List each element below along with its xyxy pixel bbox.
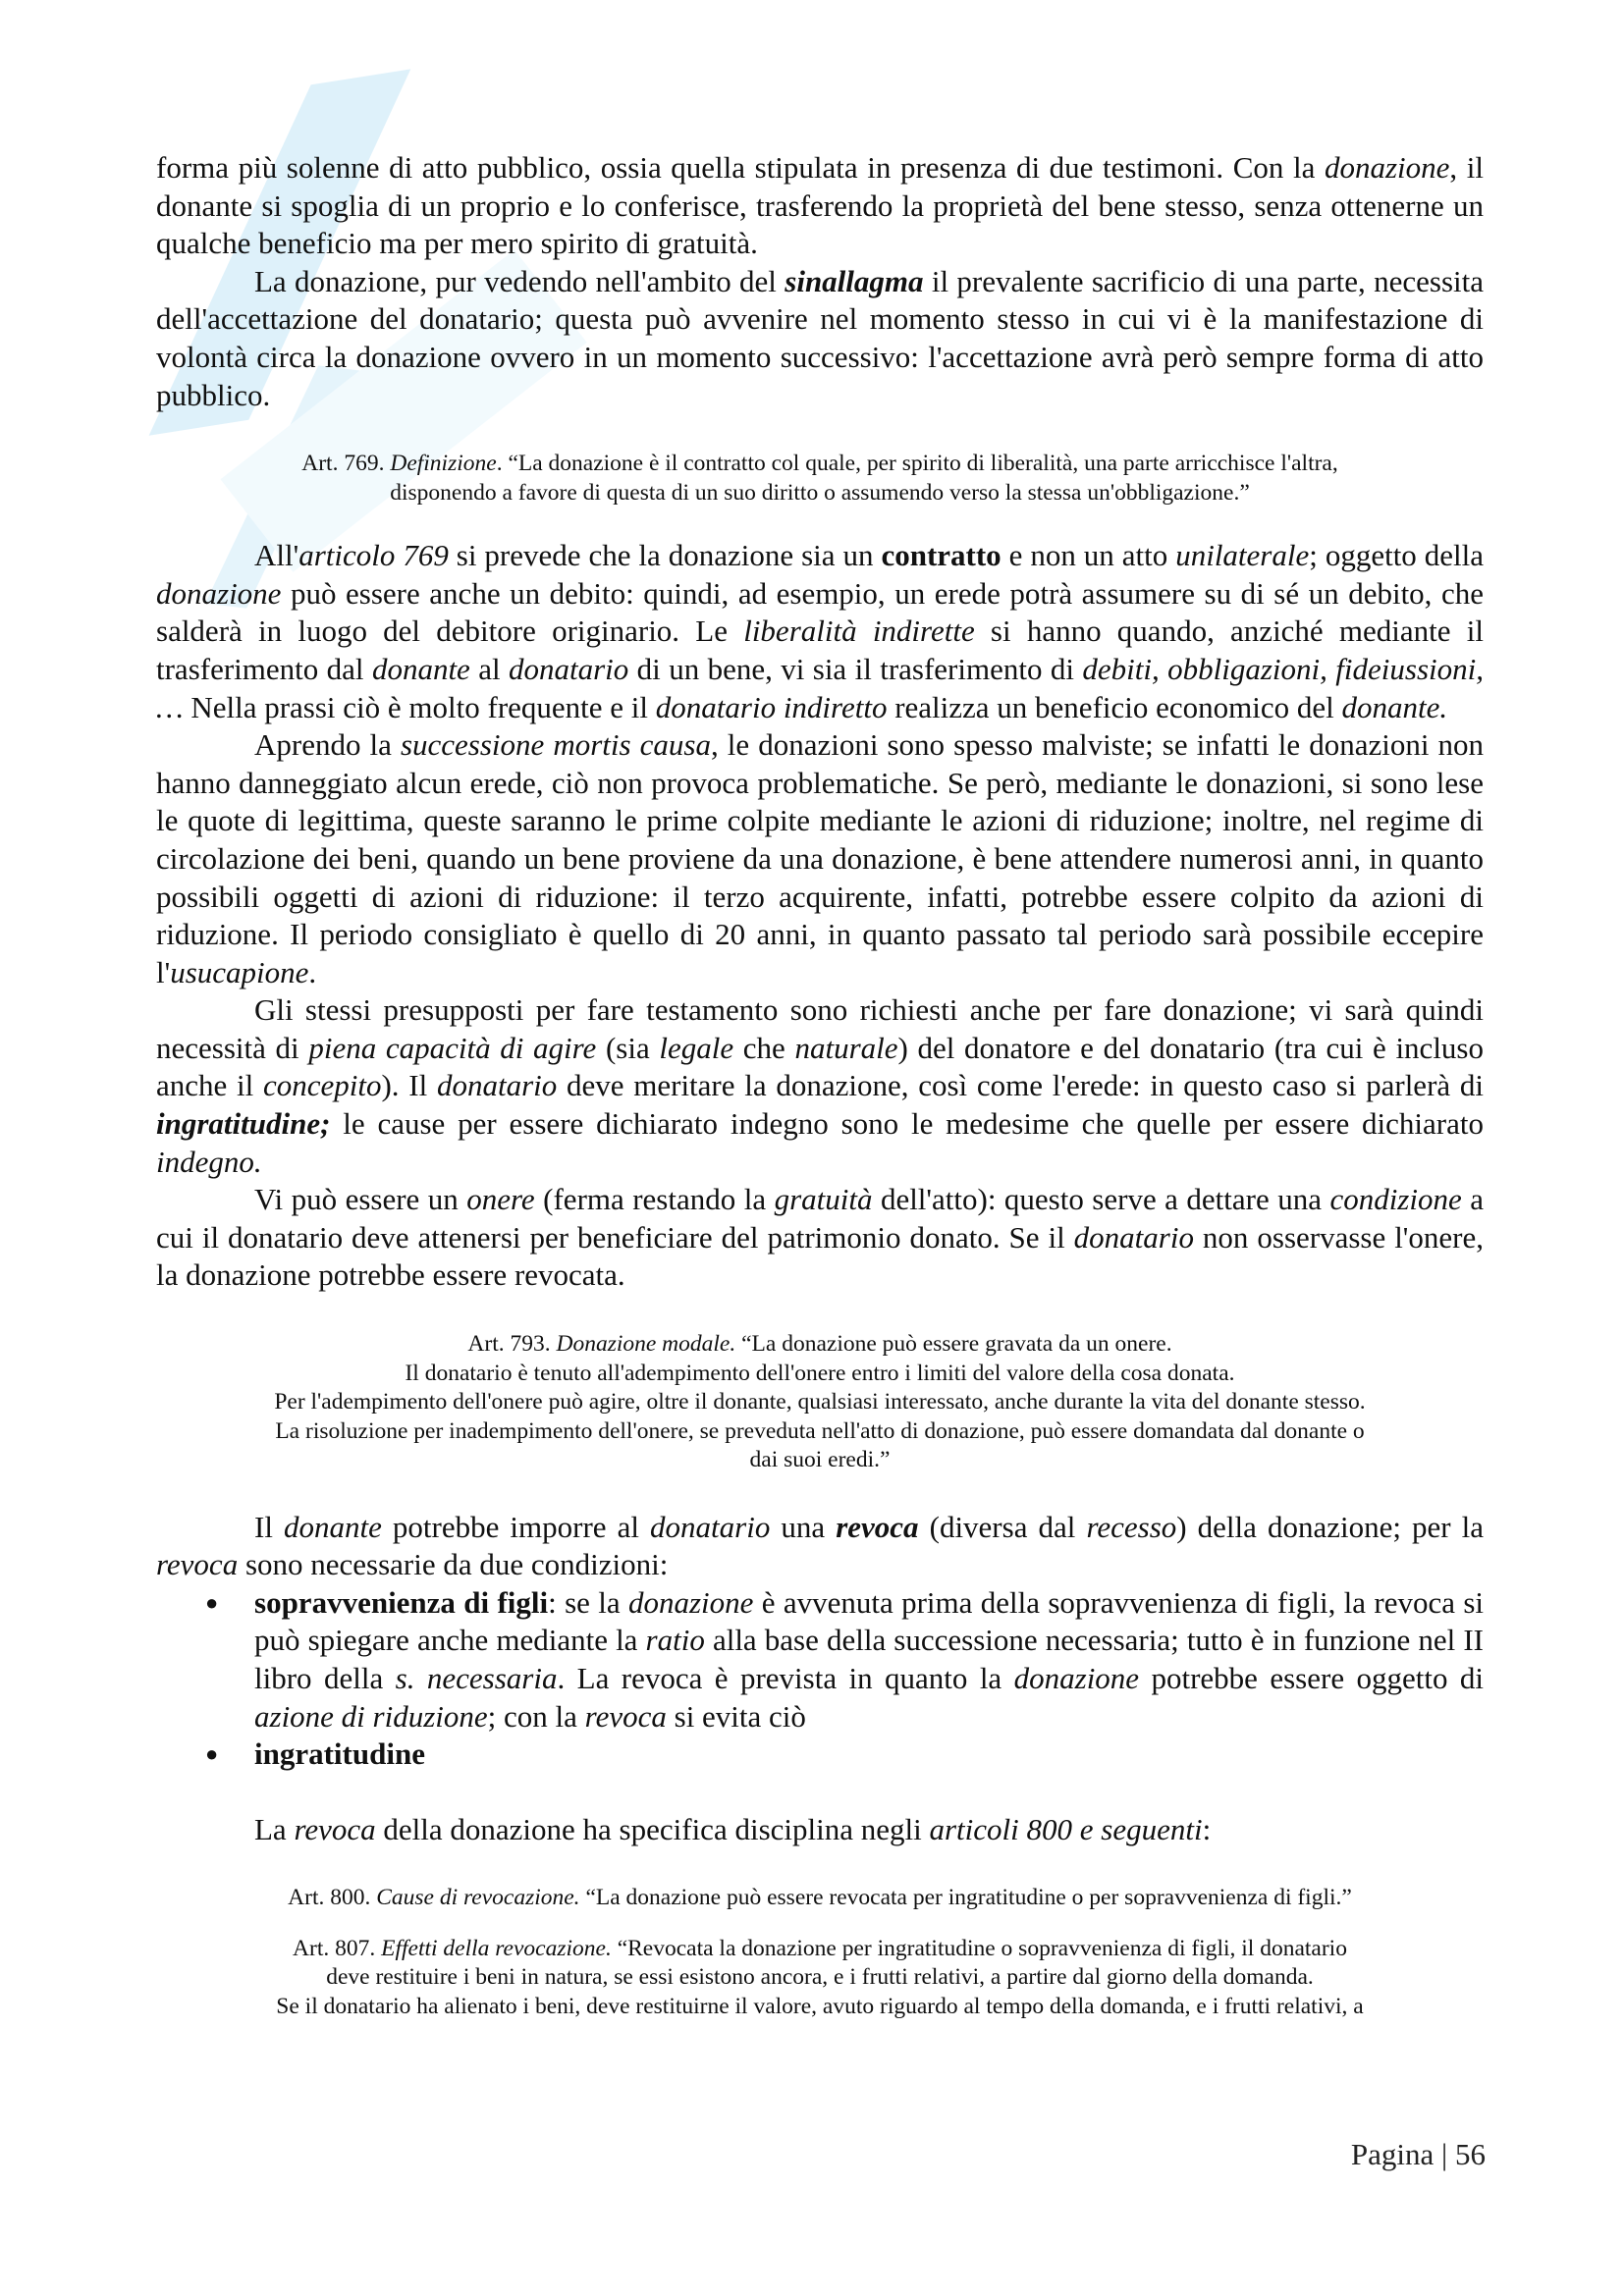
paragraph-2: La donazione, pur vedendo nell'ambito del sinallagma il prevalente sacrificio di una parte, necessita dell'accettazione del donatario; questa può avvenire nel momento stesso in cui vi è la manifestazione di volontà circa la donazione ovvero in un momento successivo: l'accettazione avrà però sempre forma di atto pubblico. xyxy=(156,263,1485,412)
bullet-icon: ● xyxy=(205,1589,219,1615)
page-content xyxy=(156,149,1484,2021)
paragraph-3: All'articolo 769 si prevede che la donazione sia un contratto e non un atto unilaterale; oggetto della donazione può essere anche un debito: quindi, ad esempio, un erede potrà assumere su di sé un debito, che salderà in luogo del debitore originario. Le liberalità indirette si hanno quando, anziché mediante il trasferimento dal donante al donatario di un bene, vi sia il trasferimento di debiti, obbligazioni, fideiussioni, … Nella prassi ciò è molto frequente e il donatario indiretto realizza un beneficio economico del donante. xyxy=(156,538,1484,724)
paragraph-1: forma più solenne di atto pubblico, ossia quella stipulata in presenza di due testimoni. Con la donazione, il donante si spoglia di un proprio e lo conferisce, trasferendo la proprietà del bene stesso, senza ottenerne un qualche beneficio ma per mero spirito di gratuità. xyxy=(156,150,1484,261)
page-number-footer: Pagina | 56 xyxy=(1350,2137,1486,2171)
paragraph-4: Aprendo la successione mortis causa, le donazioni sono spesso malviste; se infatti le donazioni non hanno danneggiato alcun erede, ciò non provoca problematiche. Se però, mediante le donazioni, si sono lese le quote di legittima, queste saranno le prime colpite mediante le azioni di riduzione; inoltre, nel regime di circolazione dei beni, quando un bene proviene da una donazione, è bene attendere numerosi anni, in quanto possibili oggetti di azioni di riduzione: il terzo acquirente, infatti, potrebbe essere colpito da azioni di riduzione. Il periodo consigliato è quello di 20 anni, in quanto passato tal periodo sarà possibile eccepire l'usucapione. xyxy=(156,727,1484,989)
paragraph-7: Il donante potrebbe imporre al donatario una revoca (diversa dal recesso) della donazione; per la revoca sono necessarie da due condizioni: xyxy=(156,1509,1485,1582)
paragraph-5: Gli stessi presupposti per fare testamento sono richiesti anche per fare donazione; vi sarà quindi necessità di piena capacità di agire (sia legale che naturale) del donatore e del donatario (tra cui è incluso anche il concepito). Il donatario deve meritare la donazione, così come l'erede: in questo caso si parlerà di ingratitudine; le cause per essere dichiarato indegno sono le medesime che quelle per essere dichiarato indegno. xyxy=(156,992,1484,1179)
list-item: ● sopravvenienza di figli: se la donazione è avvenuta prima della sopravvenienza di figli, la revoca si può spiegare anche mediante la ratio alla base della successione necessaria; tutto è in funzione nel II libro della s. necessaria. La revoca è prevista in quanto la donazione potrebbe essere oggetto di azione di riduzione; con la revoca si evita ciò xyxy=(205,1584,1485,1734)
quote-art-800: Art. 800. Cause di revocazione. “La donazione può essere revocata per ingratitudine o per sopravvenienza di figli.” xyxy=(288,1885,1352,1911)
paragraph-6: Vi può essere un onere (ferma restando la gratuità dell'atto): questo serve a dettare una condizione a cui il donatario deve attenersi per beneficiare del patrimonio donato. Se il donatario non osservasse l'onere, la donazione potrebbe essere revocata. xyxy=(156,1182,1484,1293)
revoca-conditions-list xyxy=(156,1584,1484,1774)
paragraph-8: La revoca della donazione ha specifica disciplina negli articoli 800 e seguenti: xyxy=(254,1811,1212,1846)
list-item: ● ingratitudine xyxy=(156,1735,1484,1774)
quote-art-807: Art. 807. Effetti della revocazione. “Revocata la donazione per ingratitudine o sopravvenienza di figli, il donatario deve restituire i beni in natura, se essi esistono ancora, e i frutti relativi, a partire dal giorno della domanda. Se il donatario ha alienato i beni, deve restituirne il valore, avuto riguardo al tempo della domanda, e i frutti relativi, a xyxy=(276,1935,1364,2019)
quote-art-769: Art. 769. Definizione. “La donazione è il contratto col quale, per spirito di liberalità, una parte arricchisce l'altra, disponendo a favore di questa di un suo diritto o assumendo verso la stessa un'obbligazione.” xyxy=(301,451,1338,506)
quote-art-793: Art. 793. Donazione modale. “La donazione può essere gravata da un onere. Il donatario è tenuto all'adempimento dell'onere entro i limiti del valore della cosa donata. Per l'adempimento dell'onere può agire, oltre il donante, qualsiasi interessato, anche durante la vita del donante stesso. La risoluzione per inadempimento dell'onere, se preveduta nell'atto di donazione, può essere domandata dal donante o dai suoi eredi.” xyxy=(274,1331,1366,1473)
bullet-icon: ● xyxy=(205,1741,219,1767)
